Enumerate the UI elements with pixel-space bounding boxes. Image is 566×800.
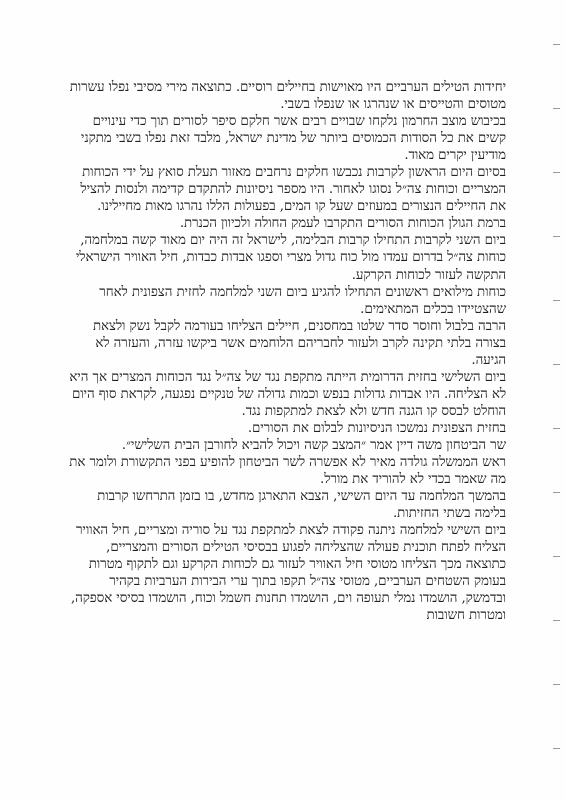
scan-edge-marks [546, 0, 566, 800]
edge-mark [553, 44, 560, 45]
edge-mark [553, 620, 560, 621]
paragraph-7: הרבה בלבול וחוסר סדר שלטו במחסנים, חיילים הצליחו בעורמה לקבל נשק ולצאת בצורה בלתי תקינה לקרב ולעזור לחבריהם הלוחמים אשר ביקשו עזרה, והעזרה לא הגיעה. [92, 318, 506, 368]
paragraph-6: כוחות מילואים ראשונים התחילו להגיע ביום השני למלחמה לחזית הצפונית לאחר שהצטיידו בכלים המתאימים. [99, 284, 506, 317]
paragraph-4: ברמת הגולן הכוחות הסורים התקרבו לעמק החולה ולכיוון הכנרת. [179, 216, 506, 232]
paragraph-5: ביום השני לקרבות התחילו קרבות הבלימה, לישראל זה היה יום מאוד קשה במלחמה, כוחות צה״ל בדרום עמדו מול כוח גדול מצרי וספגו אבדות כבדות, חיל האוויר הישראלי התקשה לעזור לכוחות הקרקע. [75, 233, 506, 283]
paragraph-12: בהמשך המלחמה עד היום השישי, הצבא התארגן מחדש, בו בזמן התרחשו קרבות בלימה בשתי החזיתות. [97, 489, 506, 522]
edge-mark [553, 172, 560, 173]
edge-mark [553, 748, 560, 749]
body-text [66, 79, 506, 625]
edge-mark [553, 364, 560, 365]
paragraph-1: יחידות הטילים הערביים היו מאוישות בחיילים רוסיים. כתוצאה מירי מסיבי נפלו עשרות מטוסים והטייסים או שנהרגו או שנפלו בשבי. [69, 80, 506, 113]
paragraph-2: בכיבוש מוצב החרמון נלקחו שבויים רבים אשר חלקם סיפר לסורים תוך כדי עינויים קשים את כל הסודות הכמוסים ביותר של מדינת ישראל, מלבד זאת נפלו בשבי מתקני מודיעין יקרים מאוד. [80, 114, 506, 164]
paragraph-3: בסיום היום הראשון לקרבות נכבשו חלקים נרחבים מאזור תעלת סואץ על ידי הכוחות המצריים וכוחות צה״ל נסוגו לאחור. היו מספר ניסיונות להתקדם קדימה ולנסות להציל את החיילים הנצורים במעוזים שעל קו המים, בפעולות הללו נהרגו מאות מחיילינו. [80, 165, 506, 215]
paragraph-8: ביום השלישי בחזית הדרומית הייתה מתקפת נגד של צה״ל נגד הכוחות המצרים אך היא לא הצליחה. היו אבדות גדולות בנפש וכמות גדולה של טנקיים נפגעה, לקראת סוף היום הוחלט לבסס קו הגנה חדש ולא לצאת למתקפות נגד. [69, 369, 506, 419]
edge-mark [553, 108, 560, 109]
paragraph-13: ביום השישי למלחמה ניתנה פקודה לצאת למתקפת נגד על סוריה ומצריים, חיל האוויר הצליח לפתח תוכנית פעולה שהצליחה לפגוע בבסיסי הטילים הסורים והמצריים, כתוצאה מכך הצליחו מטוסי חיל האוויר לעזור גם לכוחות הקרקע וגם לתקוף מטרות בעומק השטחים הערביים, מטוסי צה״ל תקפו בתוך ערי הבירות הערביות בקהיר ובדמשק, הושמדו נמלי תעופה וים, הושמדו תחנות חשמל וכוח, הושמדו בסיסי אספקה, ומטרות חשובות [70, 523, 506, 624]
paragraph-10: שר הביטחון משה דיין אמר ״המצב קשה ויכול להביא לחורבן הבית השלישי״. [121, 437, 506, 453]
paragraph-9: בחזית הצפונית נמשכו הניסיונות לבלום את הסורים. [247, 420, 506, 436]
paragraph-11: ראש הממשלה גולדה מאיר לא אפשרה לשר הביטחון להופיע בפני התקשורת ולומר את מה שאמר בכדי לא להוריד את מורל. [69, 455, 506, 488]
edge-mark [553, 492, 560, 493]
edge-mark [553, 236, 560, 237]
edge-mark [553, 684, 560, 685]
edge-mark [553, 428, 560, 429]
edge-mark [553, 556, 560, 557]
edge-mark [553, 300, 560, 301]
